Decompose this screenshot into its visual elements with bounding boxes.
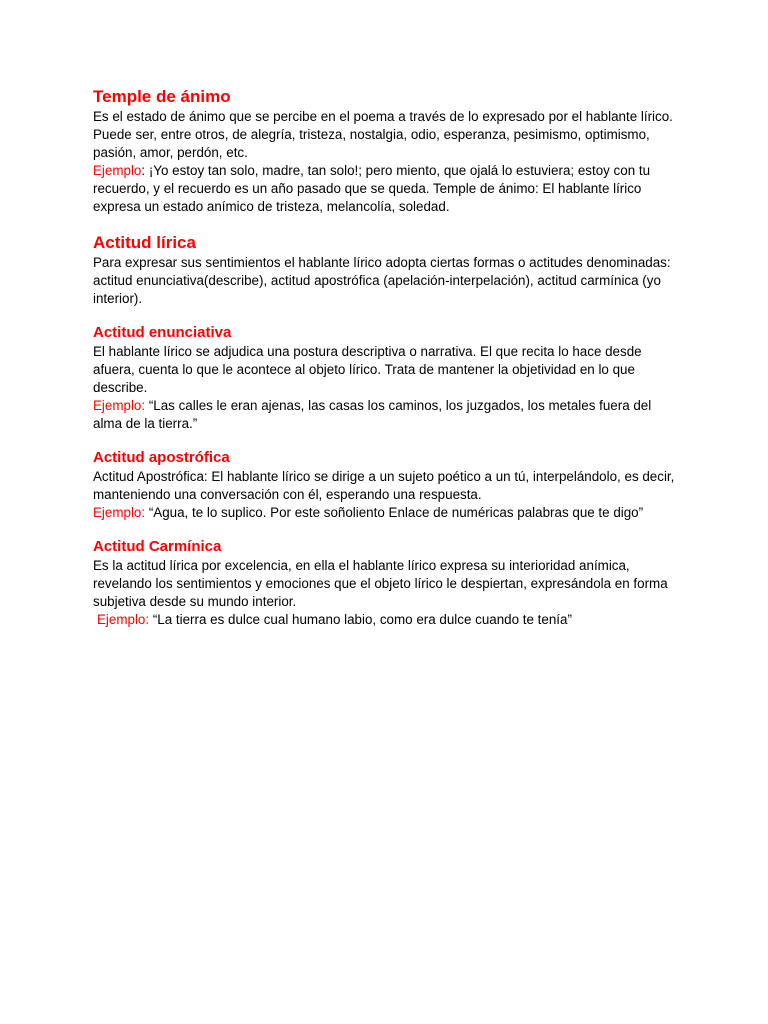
section-heading: Actitud apostrófica (93, 449, 230, 466)
section-example (93, 611, 678, 629)
example-text: : ¡Yo estoy tan solo, madre, tan solo!; pero miento, que ojalá lo estuviera; estoy con tu recuerdo, y el recuerdo es un año pasado que se queda. Temple de ánimo: El hablante lírico expresa un estado anímico de tristeza, melancolía, soledad. (93, 163, 651, 214)
example-label: Ejemplo: (97, 612, 150, 627)
document-content (93, 86, 678, 629)
example-text: “Las calles le eran ajenas, las casas los caminos, los juzgados, los metales fuera del alma de la tierra.” (93, 398, 652, 431)
section-temple-de-animo (93, 86, 678, 216)
example-label: Ejemplo: (93, 505, 146, 520)
section-actitud-enunciativa (93, 323, 678, 433)
section-example (93, 162, 678, 216)
section-heading: Actitud Carmínica (93, 538, 222, 555)
section-actitud-apostrofica (93, 448, 678, 522)
example-label: Ejemplo: (93, 398, 146, 413)
section-example (93, 397, 678, 433)
section-heading: Actitud enunciativa (93, 324, 232, 341)
section-heading: Actitud lírica (93, 233, 196, 252)
section-body: El hablante lírico se adjudica una postura descriptiva o narrativa. El que recita lo hace desde afuera, cuenta lo que le acontece al objeto lírico. Trata de mantener la objetividad en lo que describe. (93, 344, 642, 395)
example-text: “Agua, te lo suplico. Por este soñoliento Enlace de numéricas palabras que te digo” (145, 505, 644, 520)
section-body: Es la actitud lírica por excelencia, en ella el hablante lírico expresa su interioridad anímica, revelando los sentimientos y emociones que el objeto lírico le despiertan, expresándola en forma subjetiva desde su mundo interior. (93, 558, 668, 609)
section-body: Actitud Apostrófica: El hablante lírico se dirige a un sujeto poético a un tú, interpelándolo, es decir, manteniendo una conversación con él, esperando una respuesta. (93, 469, 675, 502)
section-body: Para expresar sus sentimientos el hablante lírico adopta ciertas formas o actitudes denominadas: actitud enunciativa(describe), actitud apostrófica (apelación-interpelación), actitud carmínica (yo interior). (93, 255, 671, 306)
section-actitud-lirica (93, 232, 678, 308)
example-text: “La tierra es dulce cual humano labio, como era dulce cuando te tenía” (149, 612, 572, 627)
section-heading: Temple de ánimo (93, 87, 231, 106)
section-body: Es el estado de ánimo que se percibe en el poema a través de lo expresado por el hablante lírico. Puede ser, entre otros, de alegría, tristeza, nostalgia, odio, esperanza, pesimismo, optimismo, pasión, amor, perdón, etc. (93, 109, 673, 160)
section-example (93, 504, 678, 522)
section-actitud-carminica (93, 537, 678, 629)
example-label: Ejemplo (93, 163, 142, 178)
